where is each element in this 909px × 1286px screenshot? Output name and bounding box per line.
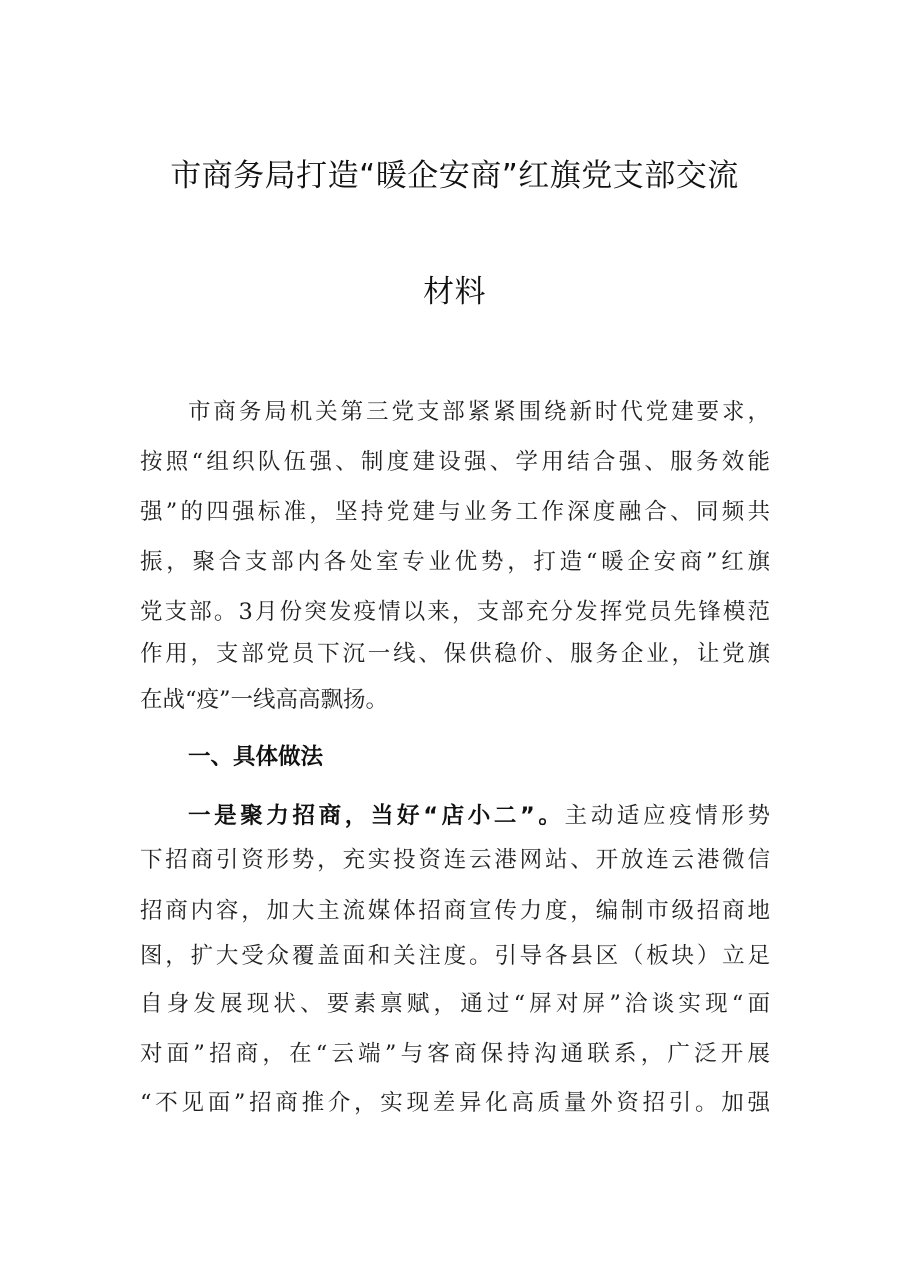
paragraph-1-line-7: 在战“疫”一线高高飘扬。 xyxy=(140,687,389,713)
document-title-line-2: 材料 xyxy=(423,274,486,310)
paragraph-1-line-4: 振，聚合支部内各处室专业优势，打造“暖企安商”红旗 xyxy=(140,549,770,575)
paragraph-2-line-1 xyxy=(188,796,770,836)
paragraph-1-line-3: 强”的四强标准，坚持党建与业务工作深度融合、同频共 xyxy=(140,499,770,525)
paragraph-1-line-1: 市商务局机关第三党支部紧紧围绕新时代党建要求， xyxy=(188,399,770,425)
paragraph-2-line-6: 对面”招商，在“云端”与客商保持沟通联系，广泛开展 xyxy=(140,1041,770,1067)
paragraph-2-line-7: “不见面”招商推介，实现差异化高质量外资招引。加强 xyxy=(140,1090,770,1116)
paragraph-2-first-rest: 主动适应疫情形势 xyxy=(564,803,770,829)
paragraph-1-line-6: 作用，支部党员下沉一线、保供稳价、服务企业，让党旗 xyxy=(140,641,770,667)
paragraph-2-line-4: 图，扩大受众覆盖面和关注度。引导各县区（板块）立足 xyxy=(140,943,770,969)
paragraph-2-line-2: 下招商引资形势，充实投资连云港网站、开放连云港微信 xyxy=(140,847,770,873)
paragraph-2-lead: 一是聚力招商，当好“店小二”。 xyxy=(188,803,565,829)
section-heading: 一、具体做法 xyxy=(188,744,324,770)
paragraph-2-line-3: 招商内容，加大主流媒体招商宣传力度，编制市级招商地 xyxy=(140,898,770,924)
document-title-line-1: 市商务局打造“暖企安商”红旗党支部交流 xyxy=(170,158,739,194)
paragraph-1-line-2: 按照“组织队伍强、制度建设强、学用结合强、服务效能 xyxy=(140,449,770,475)
paragraph-2-line-5: 自身发展现状、要素禀赋，通过“屏对屏”洽谈实现“面 xyxy=(140,991,770,1017)
paragraph-1-line-5: 党支部。3月份突发疫情以来，支部充分发挥党员先锋模范 xyxy=(140,599,770,625)
